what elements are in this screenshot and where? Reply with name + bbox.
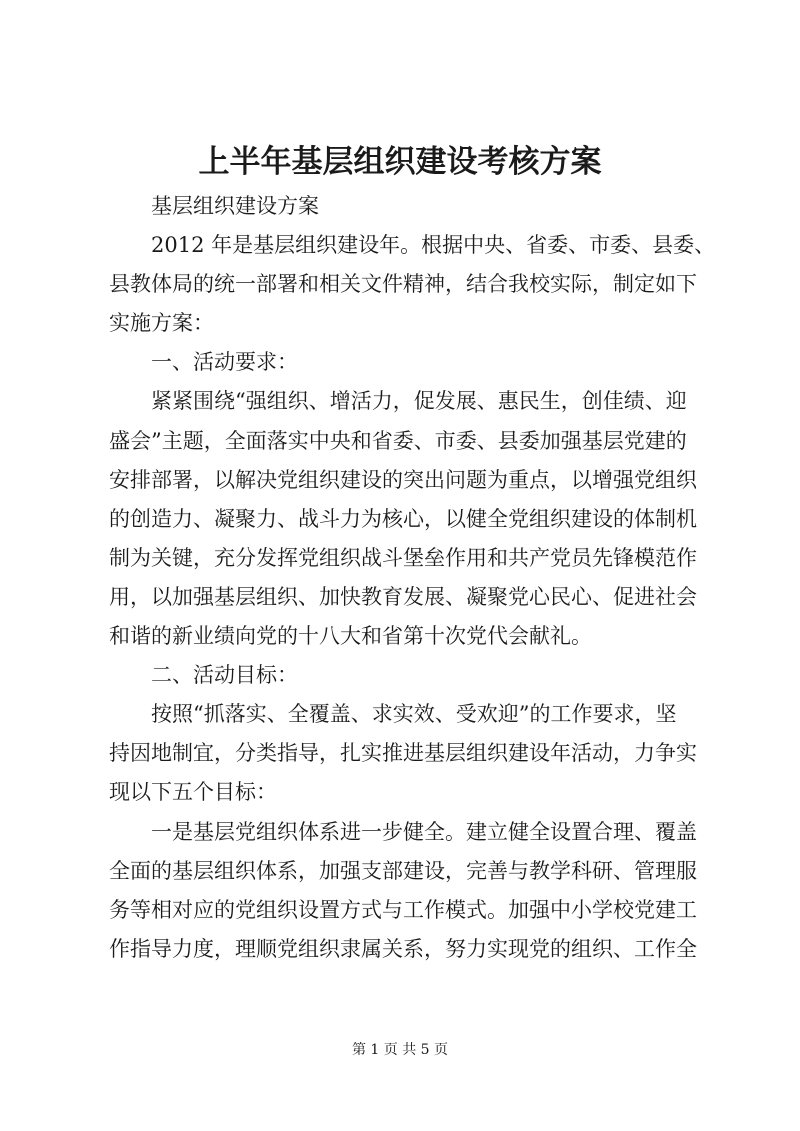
text-line: 安排部署，以解决党组织建设的突出问题为重点，以增强党组织 <box>109 467 697 492</box>
page-footer: 第 1 页 共 5 页 <box>351 1042 449 1058</box>
text-line: 全面的基层组织体系，加强支部建设，完善与教学科研、管理服 <box>109 858 697 883</box>
text-line: 实施方案： <box>109 311 214 336</box>
paragraph-requirements <box>109 382 709 656</box>
text-line: 二、活动目标： <box>151 663 298 688</box>
text-line: 一、活动要求： <box>151 350 298 375</box>
text-line: 2012 年是基层组织建设年。根据中央、省委、市委、县委、 <box>151 233 716 258</box>
section-heading-requirements <box>109 343 709 382</box>
text-line: 紧紧围绕“强组织、增活力，促发展、惠民生，创佳绩、迎 <box>151 389 687 414</box>
text-line: 按照“抓落实、全覆盖、求实效、受欢迎”的工作要求，坚 <box>151 702 677 727</box>
paragraph-goals <box>109 695 709 812</box>
text-line: 基层组织建设方案 <box>151 194 319 218</box>
paragraph-goal-one <box>109 813 709 969</box>
text-line: 和谐的新业绩向党的十八大和省第十次党代会献礼。 <box>109 624 592 649</box>
document-body <box>109 187 716 969</box>
text-line: 一是基层党组织体系进一步健全。建立健全设置合理、覆盖 <box>151 819 697 844</box>
text-line: 用，以加强基层组织、加快教育发展、凝聚党心民心、促进社会 <box>109 584 697 609</box>
text-line: 现以下五个目标： <box>109 780 277 805</box>
section-heading-goals <box>109 656 709 695</box>
text-line: 制为关键，充分发挥党组织战斗堡垒作用和共产党员先锋模范作 <box>109 545 697 570</box>
document-title: 上半年基层组织建设考核方案 <box>198 144 602 180</box>
text-line: 作指导力度，理顺党组织隶属关系，努力实现党的组织、工作全 <box>109 936 697 961</box>
text-line: 县教体局的统一部署和相关文件精神，结合我校实际，制定如下 <box>109 272 697 297</box>
paragraph-intro <box>109 226 716 343</box>
text-line: 务等相对应的党组织设置方式与工作模式。加强中小学校党建工 <box>109 897 697 922</box>
text-line: 盛会”主题，全面落实中央和省委、市委、县委加强基层党建的 <box>109 428 687 453</box>
paragraph-subtitle <box>109 187 709 226</box>
text-line: 的创造力、凝聚力、战斗力为核心，以健全党组织建设的体制机 <box>109 506 697 531</box>
text-line: 持因地制宜，分类指导，扎实推进基层组织建设年活动，力争实 <box>109 741 697 766</box>
